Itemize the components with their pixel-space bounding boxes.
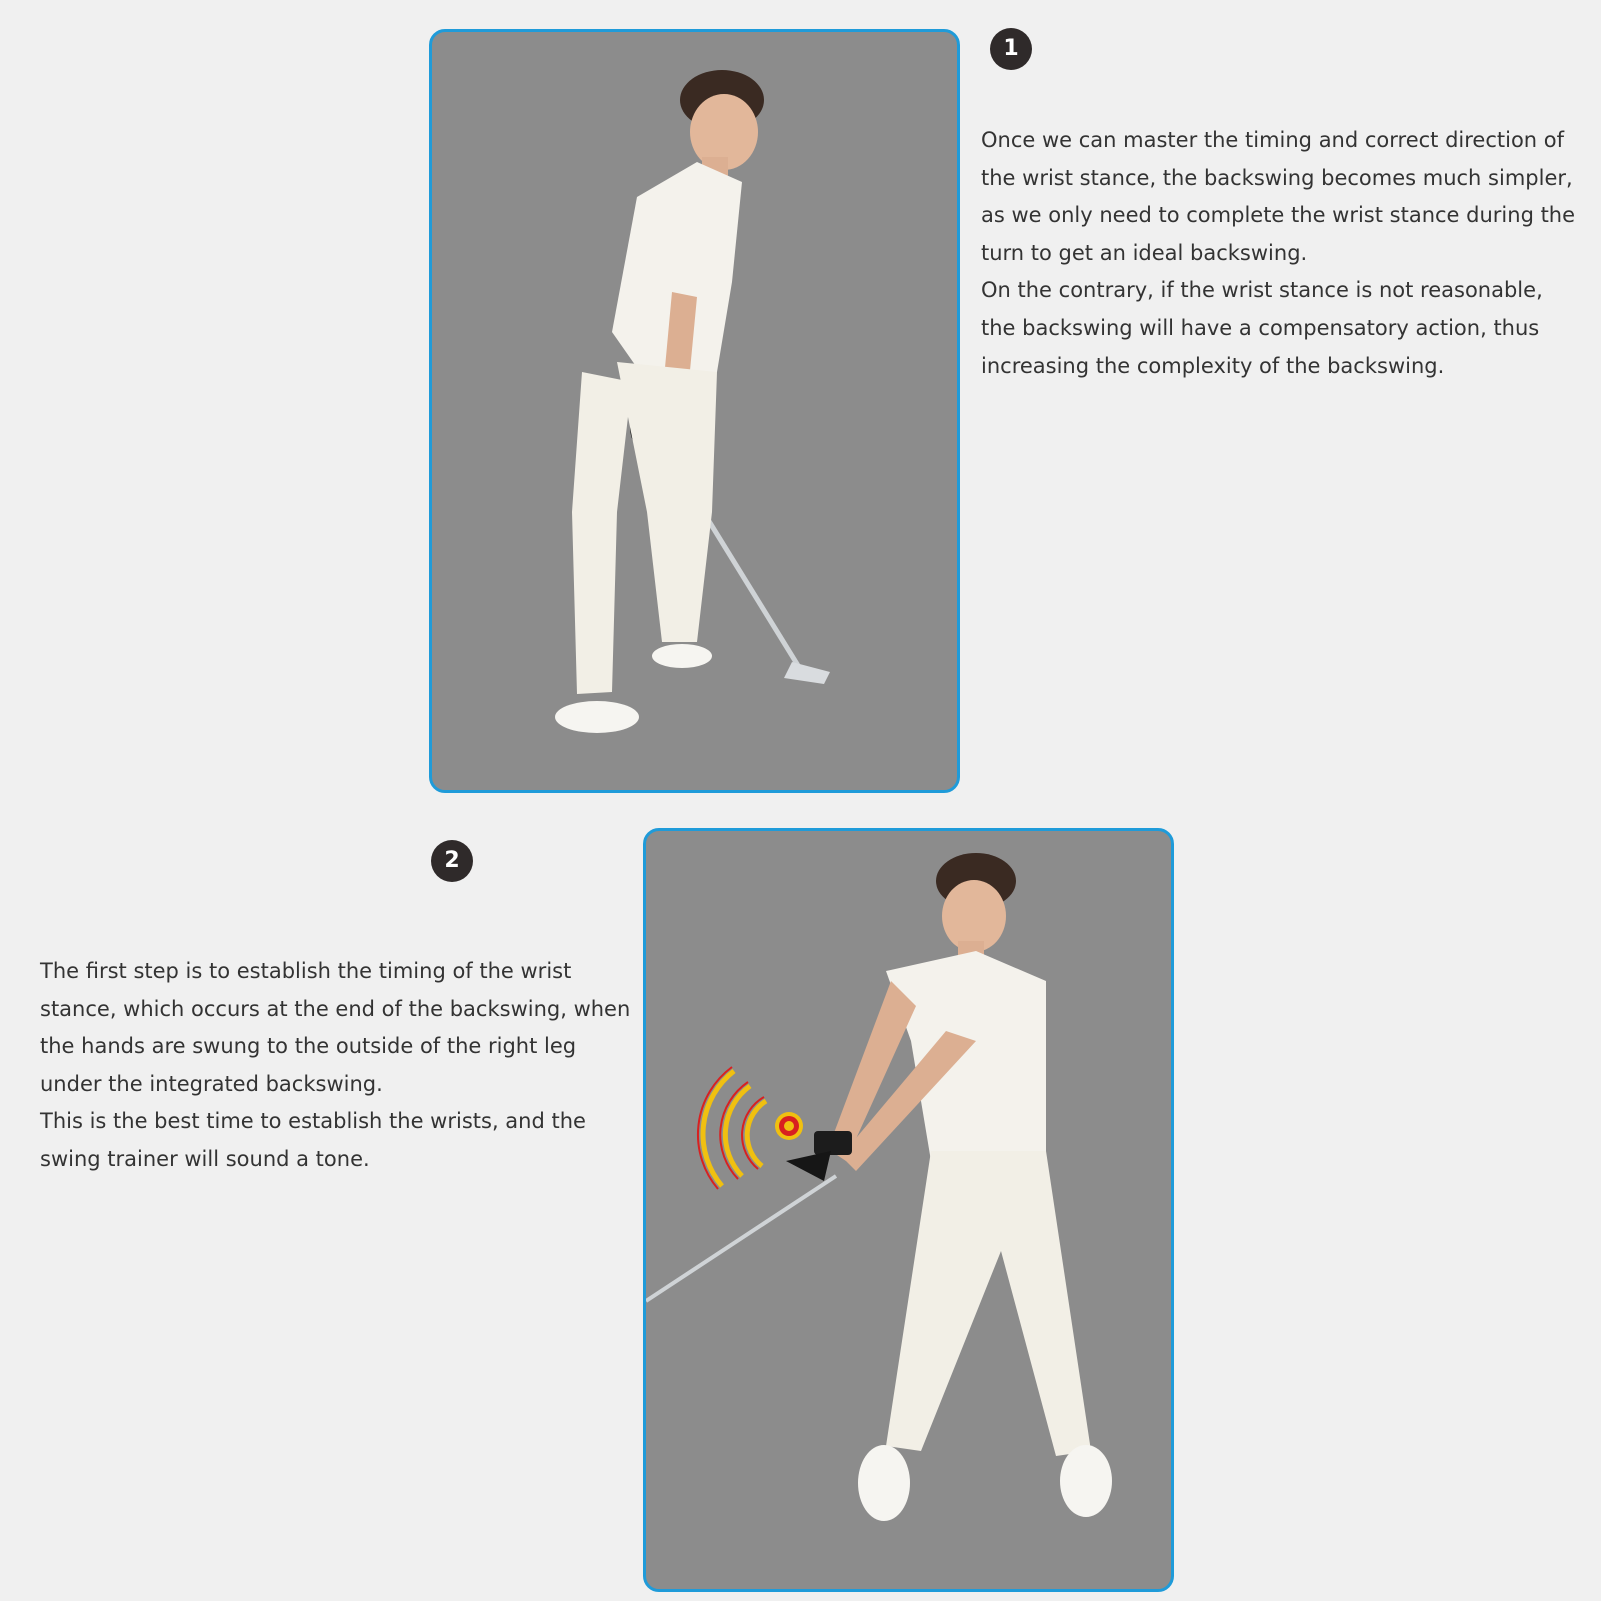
step-1-badge: 1 [990, 28, 1032, 70]
step-1-paragraph-1: Once we can master the timing and correct direction of the wrist stance, the backswing becomes much simpler, as we only need to complete the wrist stance during the turn to get an ideal backswing. [981, 128, 1576, 265]
photo-frame-address [429, 29, 960, 793]
golfer-backswing-photo [646, 831, 1171, 1589]
photo-frame-backswing [643, 828, 1174, 1592]
step-1-description [981, 122, 1581, 385]
step-2-badge: 2 [431, 840, 473, 882]
sound-signal-icon [698, 1067, 803, 1189]
step-2-paragraph-1: The first step is to establish the timing of the wrist stance, which occurs at the end of the backswing, when the hands are swung to the outside of the right leg under the integrated backswing. [40, 959, 631, 1096]
golfer-address-photo [432, 32, 957, 790]
step-1-paragraph-2: On the contrary, if the wrist stance is not reasonable, the backswing will have a compensatory action, thus increasing the complexity of the backswing. [981, 278, 1543, 378]
step-2-description [40, 953, 640, 1179]
step-2-paragraph-2: This is the best time to establish the wrists, and the swing trainer will sound a tone. [40, 1109, 586, 1171]
